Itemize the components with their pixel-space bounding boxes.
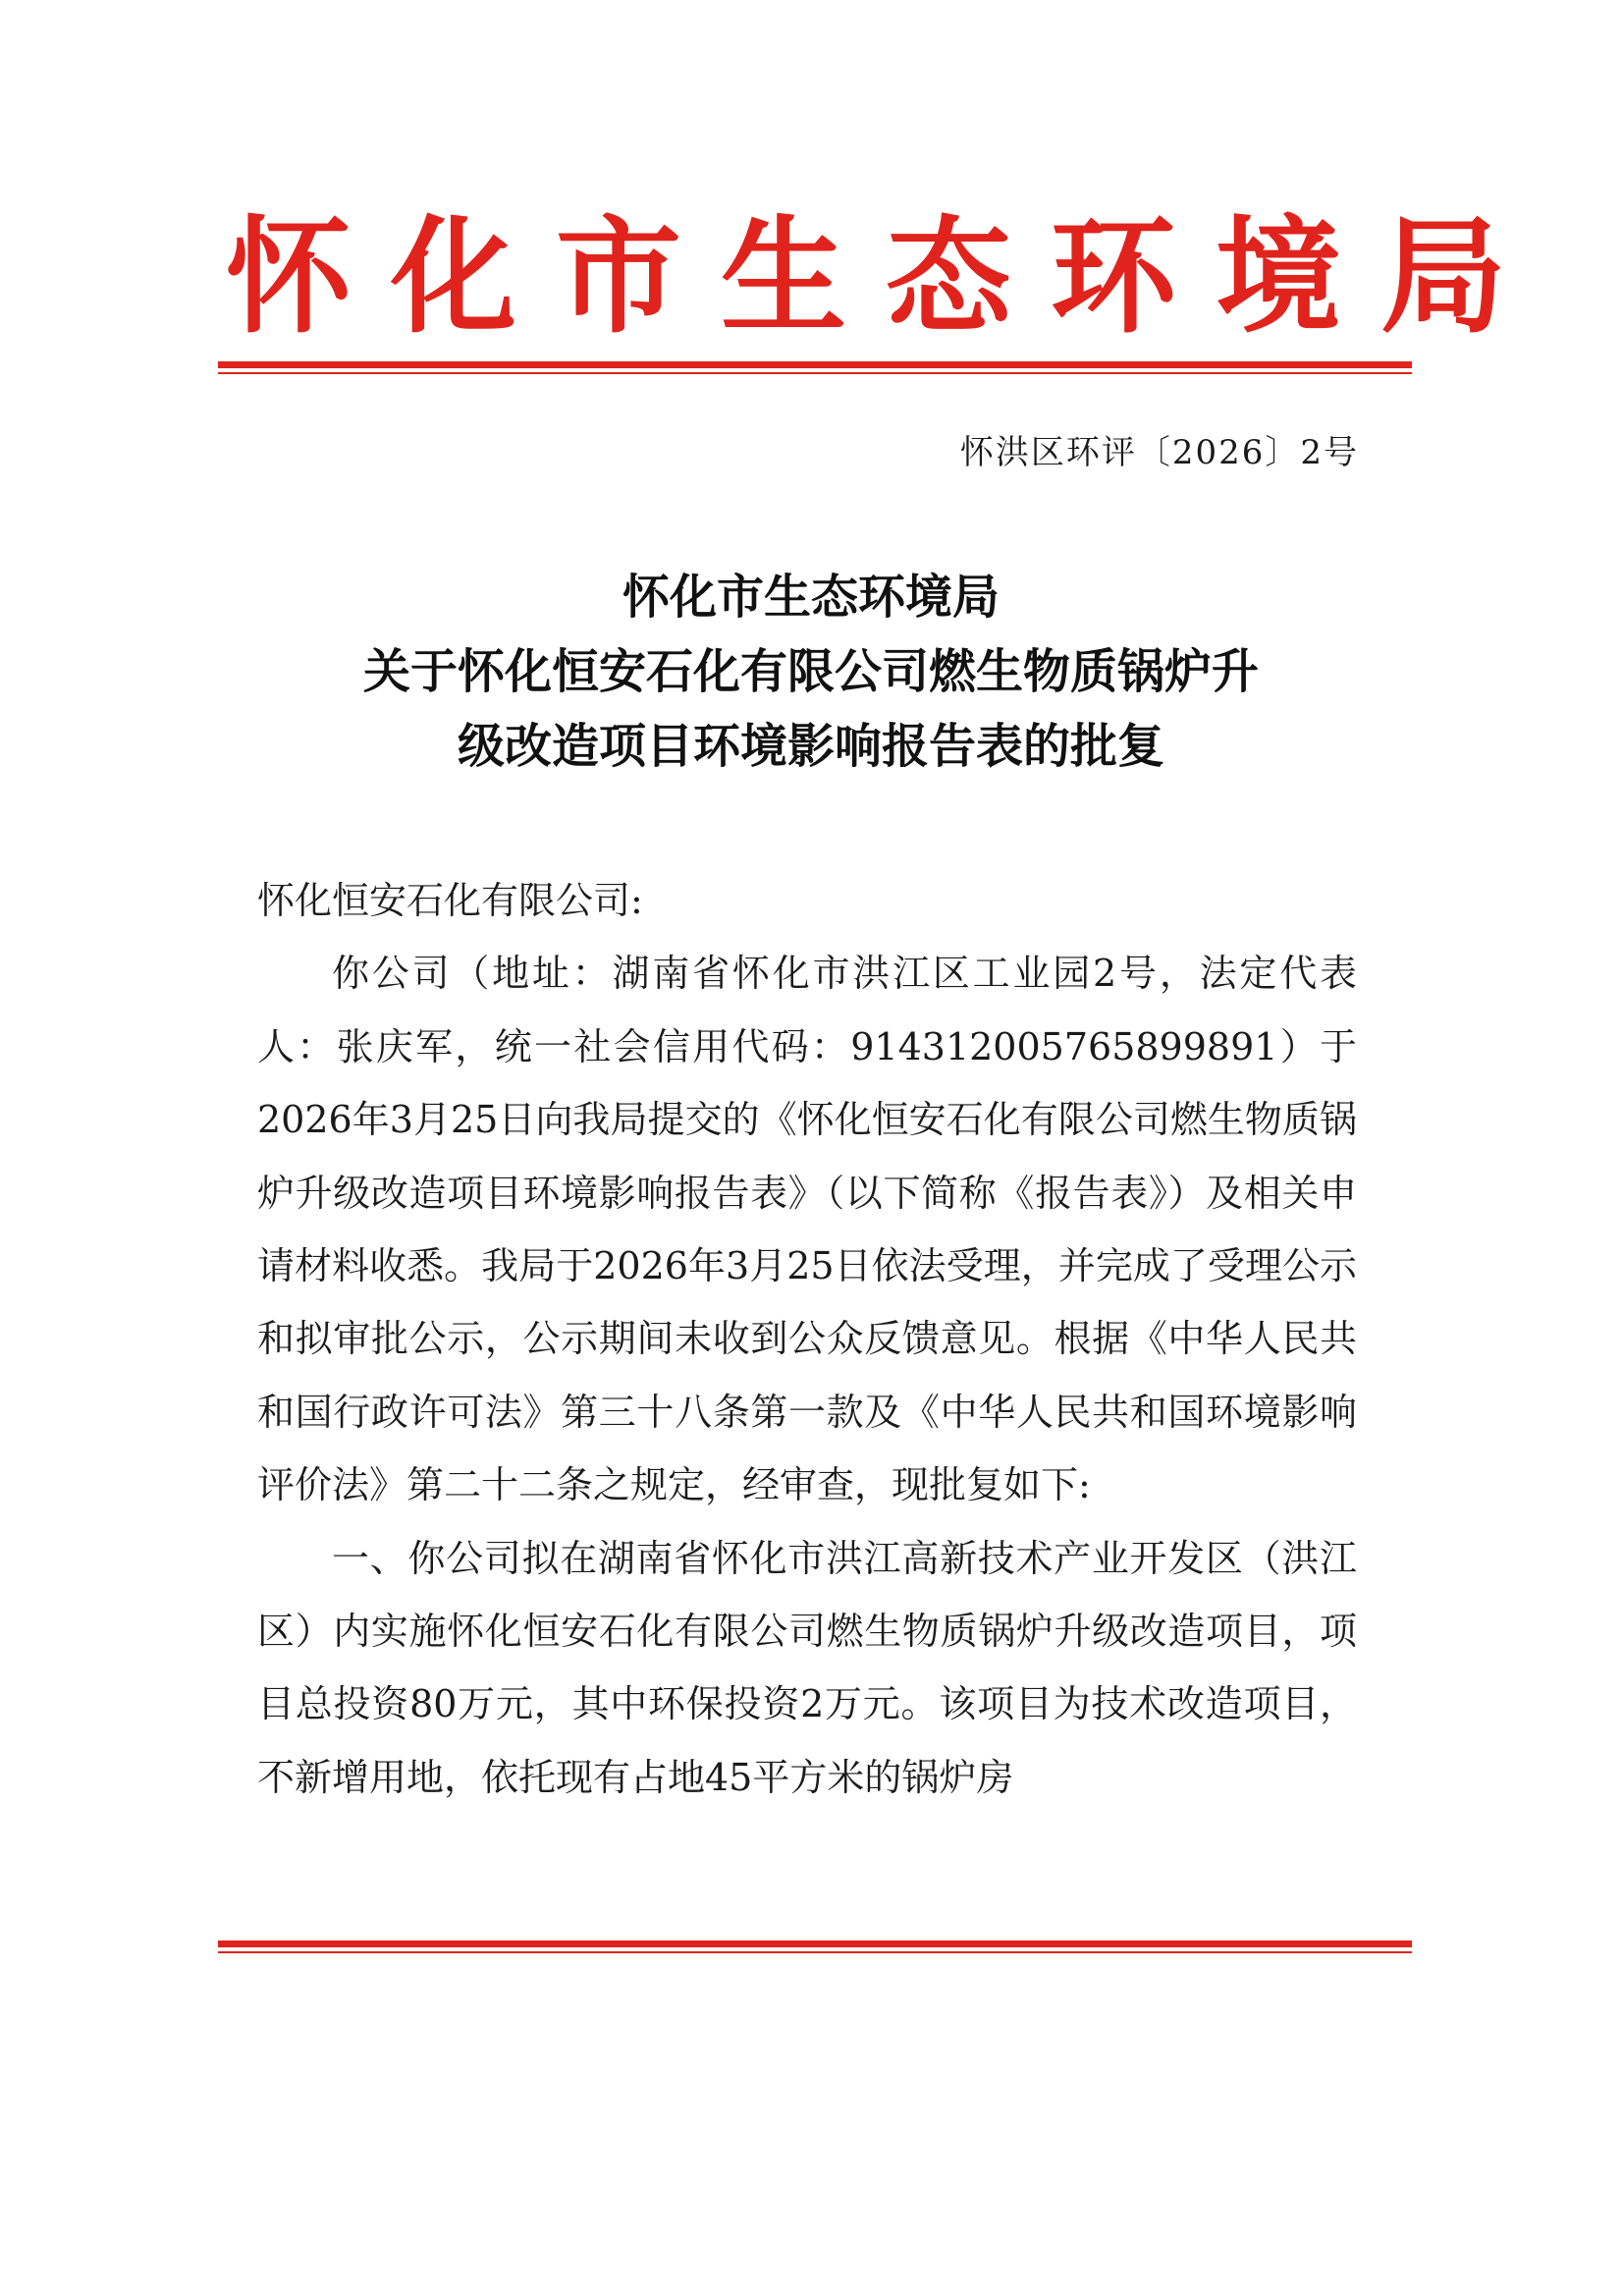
title-line: 怀化市生态环境局 (622, 570, 1000, 625)
document-number: 怀洪区环评〔2026〕2号 (959, 433, 1359, 472)
salutation: 怀化恒安石化有限公司: (257, 879, 643, 922)
title-line: 关于怀化恒安石化有限公司燃生物质锅炉升 (362, 644, 1259, 699)
body-paragraph: 你公司（地址：湖南省怀化市洪江区工业园2号，法定代表人：张庆军，统一社会信用代码：914312005765899891）于2026年3月25日向我局提交的《怀化恒安石化有限公司燃生物质锅炉升级改造项目环境影响报告表》（以下简称《报告表》）及相关申请材料收悉。我局于2026年3月25日依法受理，并完成了受理公示和拟审批公示，公示期间未收到公众反馈意见。根据《中华人民共和国行政许可法》第三十八条第一款及《中华人民共和国环境影响评价法》第二十二条之规定，经审查，现批复如下: (257, 952, 1357, 1507)
body-paragraph: 一、你公司拟在湖南省怀化市洪江高新技术产业开发区（洪江区）内实施怀化恒安石化有限公司燃生物质锅炉升级改造项目，项目总投资80万元，其中环保投资2万元。该项目为技术改造项目，不新增用地，依托现有占地45平方米的锅炉房 (257, 1536, 1357, 1799)
letterhead-red-rule (218, 361, 1412, 374)
document-body (257, 864, 1357, 1814)
letterhead-title: 怀化市生态环境局 (226, 204, 1546, 351)
footer-red-rule (218, 1941, 1412, 1953)
title-line: 级改造项目环境影响报告表的批复 (457, 719, 1164, 774)
document-title (224, 560, 1398, 784)
